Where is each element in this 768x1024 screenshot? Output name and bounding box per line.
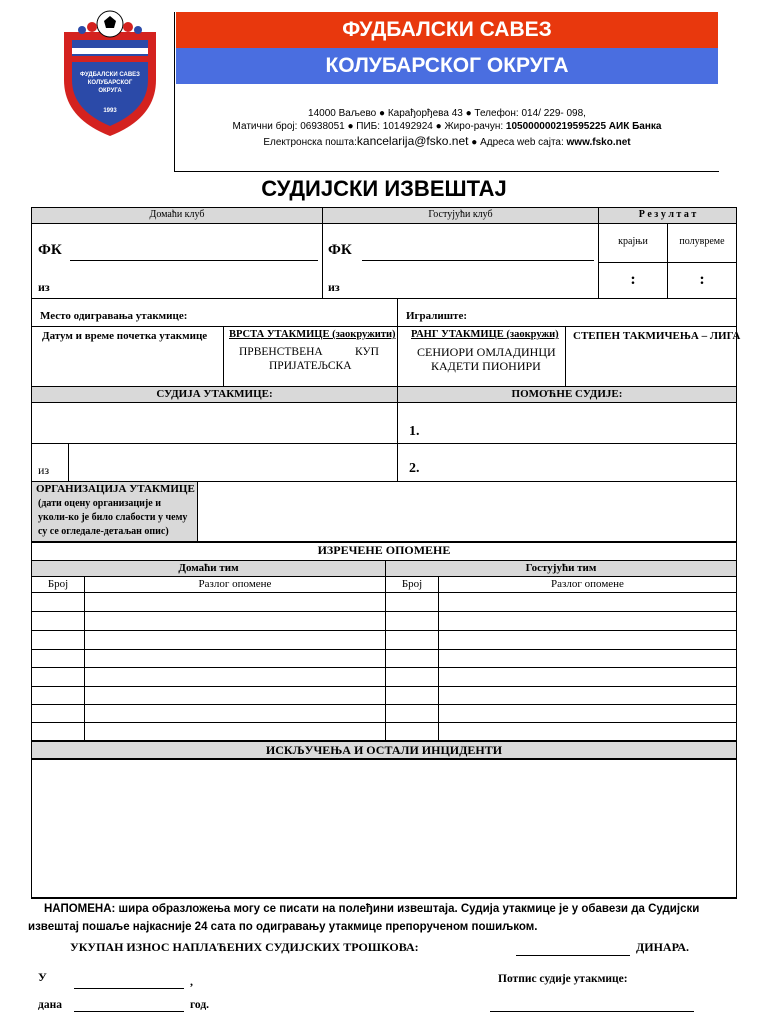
note-text: НАПОМЕНА: шира образложења могу се писати на полеђини извештаја. Судија утакмице је у обавези да Судијски извештај пошаље најкасније 24 сата по одигравању утакмице препорученом пошиљком.	[28, 903, 700, 933]
line	[438, 576, 439, 740]
datetime-label: Датум и време почетка утакмице	[42, 330, 208, 342]
line	[31, 649, 737, 650]
assistant-1-label: 1.	[409, 424, 420, 439]
place-label: У	[38, 970, 47, 984]
organization-title: ОРГАНИЗАЦИЈА УТАКМИЦЕ	[36, 483, 195, 495]
total-costs-field[interactable]	[516, 955, 630, 956]
signature-label: Потпис судије утакмице:	[498, 973, 628, 985]
guest-reason-header: Разлог опомене	[551, 578, 624, 590]
line	[31, 740, 737, 742]
halftime-score-label: полувреме	[679, 236, 725, 247]
guest-club-field[interactable]	[362, 260, 594, 261]
line	[31, 223, 737, 224]
line	[31, 611, 737, 612]
line	[31, 592, 737, 593]
federation-name: ФУДБАЛСКИ САВЕЗ	[176, 12, 718, 48]
final-score-label: крајњи	[618, 236, 648, 247]
line	[31, 630, 737, 631]
home-club-field[interactable]	[70, 260, 318, 261]
line	[31, 298, 737, 299]
match-type-label: ВРСТА УТАКМИЦЕ (заокружити)	[229, 329, 396, 340]
email-link[interactable]: kancelarija@fsko.net	[356, 134, 469, 148]
svg-text:ОКРУГА: ОКРУГА	[98, 88, 122, 94]
line	[68, 443, 69, 481]
line	[31, 443, 737, 444]
svg-text:КОЛУБАРСКОГ: КОЛУБАРСКОГ	[87, 80, 133, 86]
line	[197, 481, 198, 541]
website-label: ● Адреса web сајта:	[468, 137, 567, 148]
svg-text:ФУДБАЛСКИ САВЕЗ: ФУДБАЛСКИ САВЕЗ	[80, 72, 140, 78]
home-number-header: Број	[47, 578, 69, 590]
comma: ,	[190, 974, 193, 988]
referee-iz-label: из	[38, 463, 50, 477]
halftime-score-colon[interactable]: :	[699, 271, 705, 288]
registry-text: Матични број: 06938051 ● ПИБ: 101492924 ● Жиро-рачун:	[232, 121, 506, 132]
website-link[interactable]: www.fsko.net	[566, 137, 631, 148]
venue-label: Место одигравања утакмице:	[40, 310, 188, 322]
line	[31, 686, 737, 687]
line	[31, 402, 737, 403]
rank-options-line1[interactable]: СЕНИОРИ ОМЛАДИНЦИ	[417, 345, 556, 359]
line	[31, 704, 737, 705]
line	[31, 326, 737, 327]
rank-label: РАНГ УТАКМИЦЕ (заокружи)	[411, 329, 559, 340]
type-league-option[interactable]: ПРВЕНСТВЕНА	[239, 346, 323, 358]
registry-line	[176, 121, 718, 132]
contact-line	[176, 134, 718, 148]
line	[322, 207, 323, 298]
type-friendly-option[interactable]: ПРИЈАТЕЉСКА	[269, 360, 352, 372]
total-costs-label: УКУПАН ИЗНОС НАПЛАЋЕНИХ СУДИЈСКИХ ТРОШКОВА:	[70, 940, 419, 954]
line	[84, 576, 85, 740]
incidents-title: ИСКЉУЧЕЊА И ОСТАЛИ ИНЦИДЕНТИ	[265, 743, 503, 757]
dinars-label: ДИНАРА.	[636, 940, 690, 954]
stadium-label: Игралиште:	[406, 310, 468, 322]
assistant-2-label: 2.	[409, 461, 420, 476]
page-title: СУДИЈСКИ ИЗВЕШТАЈ	[261, 176, 507, 201]
organization-desc-2: уколи-ко је било слабости у чему	[38, 512, 188, 523]
date-field[interactable]	[74, 1011, 184, 1012]
signature-field[interactable]	[490, 1011, 694, 1012]
line	[31, 560, 737, 561]
guest-team-header: Гостујући тим	[525, 562, 597, 574]
line	[31, 386, 737, 387]
district-name: КОЛУБАРСКОГ ОКРУГА	[176, 48, 718, 84]
incidents-field[interactable]	[33, 760, 735, 896]
address-line: 14000 Ваљево ● Карађорђева 43 ● Телефон: 014/ 229- 098,	[308, 108, 586, 119]
cautions-title: ИЗРЕЧЕНЕ ОПОМЕНЕ	[317, 543, 451, 557]
home-iz-label: из	[38, 280, 50, 294]
line	[31, 722, 737, 723]
competition-level-label: СТЕПЕН ТАКМИЧЕЊА – ЛИГА	[573, 330, 741, 342]
federation-logo	[58, 10, 162, 138]
line	[565, 326, 566, 386]
line	[31, 897, 737, 899]
year-label: год.	[190, 999, 210, 1011]
line	[223, 326, 224, 386]
organization-desc-1: (дати оцену организације и	[38, 498, 161, 509]
guest-number-header: Број	[401, 578, 423, 590]
final-score-colon[interactable]: :	[630, 271, 636, 288]
home-reason-header: Разлог опомене	[198, 578, 272, 590]
assistant-referees-header: ПОМОЋНЕ СУДИЈЕ:	[511, 388, 623, 400]
home-fk-label: ФК	[38, 242, 62, 258]
place-field[interactable]	[74, 988, 184, 989]
line	[31, 576, 737, 577]
rank-options-line2[interactable]: КАДЕТИ ПИОНИРИ	[431, 359, 541, 373]
organization-desc-3: су се огледале-детаљан опис)	[38, 526, 169, 537]
type-cup-option[interactable]: КУП	[355, 346, 379, 358]
home-team-header: Домаћи тим	[178, 562, 239, 574]
outer-right	[736, 207, 737, 898]
email-label: Електронска пошта:	[263, 137, 357, 148]
svg-text:1993: 1993	[103, 108, 117, 114]
line	[598, 262, 737, 263]
date-label: дана	[38, 999, 62, 1011]
line	[31, 667, 737, 668]
home-club-header: Домаћи клуб	[149, 209, 205, 220]
guest-club-header: Гостујући клуб	[428, 209, 493, 220]
main-referee-header: СУДИЈА УТАКМИЦЕ:	[156, 388, 273, 400]
guest-iz-label: из	[328, 280, 340, 294]
bank-account: 105000000219595225 АИК Банка	[505, 121, 662, 132]
line	[31, 207, 737, 208]
result-header: Р е з у л т а т	[638, 209, 697, 220]
guest-fk-label: ФК	[328, 242, 352, 258]
